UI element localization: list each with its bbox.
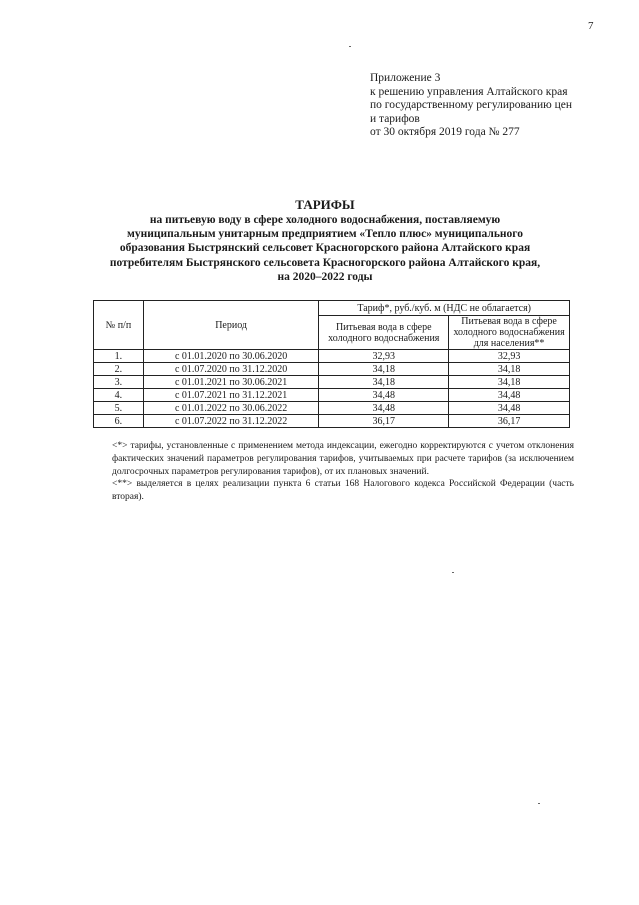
table-row [94, 363, 570, 376]
row-num: 3. [94, 376, 144, 389]
title-main: ТАРИФЫ [295, 197, 355, 212]
row-period: с 01.07.2020 по 31.12.2020 [143, 363, 319, 376]
title-line: потребителям Быстрянского сельсовета Красногорского района Алтайского края, [109, 256, 541, 269]
row-num: 2. [94, 363, 144, 376]
row-period: с 01.01.2021 по 30.06.2021 [143, 376, 319, 389]
row-population-tariff: 34,48 [449, 402, 570, 415]
col-header-tariff-group: Тариф*, руб./куб. м (НДС не облагается) [319, 301, 570, 316]
appendix-header [370, 72, 572, 140]
appendix-line: и тарифов [370, 112, 420, 125]
title-line: на 2020–2022 годы [277, 270, 373, 283]
col-header-period: Период [143, 301, 319, 350]
row-num: 1. [94, 350, 144, 363]
row-water-tariff: 34,48 [319, 389, 449, 402]
footnote-tariffs: <*> тарифы, установленные с применением метода индексации, ежегодно корректируются с учетом отклонения фактических значений параметров регулирования тарифов, учитываемых при расчете тарифов (за исключением долгосрочных параметров регулирования тарифов), от их плановых значений. [112, 441, 574, 477]
appendix-line: к решению управления Алтайского края [370, 85, 568, 98]
table-row [94, 389, 570, 402]
row-period: с 01.01.2022 по 30.06.2022 [143, 402, 319, 415]
table-row [94, 415, 570, 428]
row-population-tariff: 34,18 [449, 376, 570, 389]
table-row [94, 350, 570, 363]
row-num: 4. [94, 389, 144, 402]
row-population-tariff: 34,18 [449, 363, 570, 376]
footnote-vat: <**> выделяется в целях реализации пункта 6 статьи 168 Налогового кодекса Российской Федерации (часть вторая). [112, 479, 574, 503]
tariff-table [93, 300, 570, 428]
appendix-line: от 30 октября 2019 года № 277 [370, 126, 520, 138]
row-water-tariff: 34,18 [319, 363, 449, 376]
row-period: с 01.07.2022 по 31.12.2022 [143, 415, 319, 428]
row-num: 5. [94, 402, 144, 415]
title-line: на питьевую воду в сфере холодного водоснабжения, поставляемую [149, 214, 501, 226]
title-line: муниципальным унитарным предприятием «Тепло плюс» муниципального [127, 228, 523, 241]
table-row [94, 376, 570, 389]
row-water-tariff: 32,93 [319, 350, 449, 363]
appendix-line: Приложение 3 [370, 72, 441, 84]
title-line: образования Быстрянский сельсовет Красногорского района Алтайского края [119, 242, 531, 255]
table-row [94, 402, 570, 415]
appendix-line: по государственному регулированию цен [370, 99, 573, 111]
footnotes [112, 440, 574, 504]
row-population-tariff: 36,17 [449, 415, 570, 428]
row-num: 6. [94, 415, 144, 428]
page-number: 7 [588, 20, 594, 32]
col-header-num: № п/п [94, 301, 144, 350]
scan-speck [452, 572, 454, 573]
row-population-tariff: 34,48 [449, 389, 570, 402]
col-header-water: Питьевая вода в сфере холодного водоснабжения [319, 316, 449, 350]
document-title [60, 197, 590, 284]
scan-speck [538, 803, 540, 804]
col-header-water-population: Питьевая вода в сфере холодного водоснабжения для населения** [449, 316, 570, 350]
row-water-tariff: 34,18 [319, 376, 449, 389]
row-water-tariff: 36,17 [319, 415, 449, 428]
scan-speck [349, 46, 351, 47]
row-period: с 01.01.2020 по 30.06.2020 [143, 350, 319, 363]
row-population-tariff: 32,93 [449, 350, 570, 363]
row-period: с 01.07.2021 по 31.12.2021 [143, 389, 319, 402]
row-water-tariff: 34,48 [319, 402, 449, 415]
